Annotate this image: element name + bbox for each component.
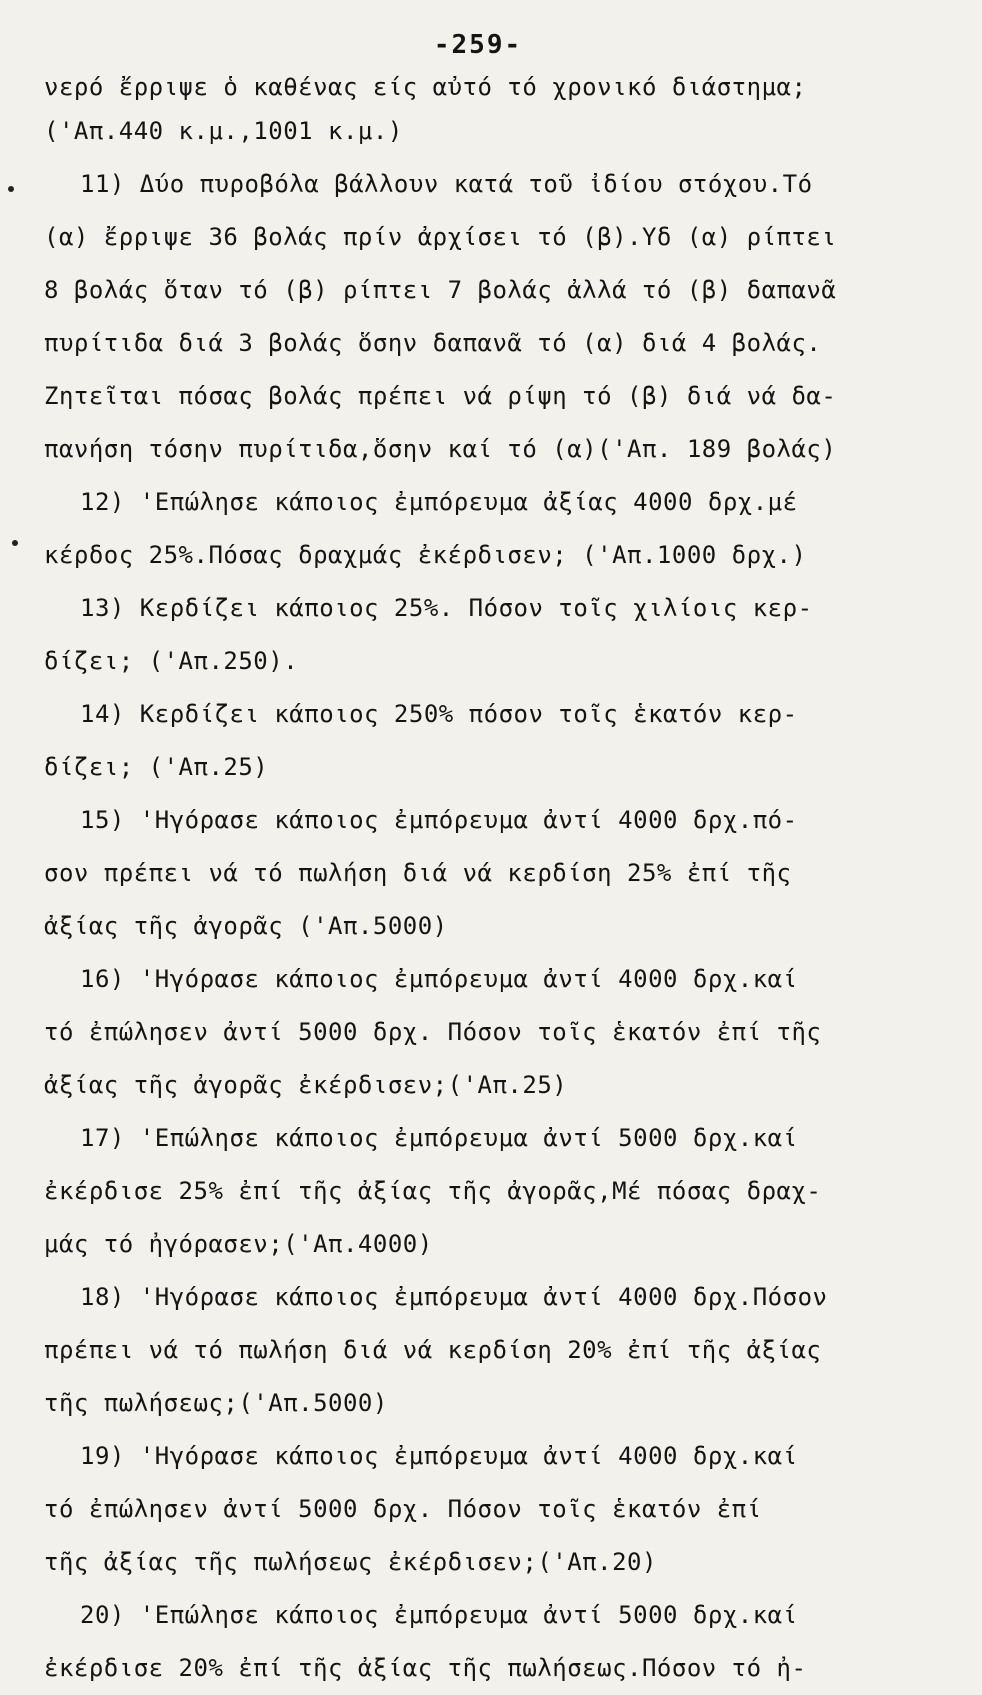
text-line: μάς τό ἠγόρασεν;('Απ.4000) [44, 1230, 433, 1258]
text-line: νερό ἔρριψε ὁ καθένας είς αὐτό τό χρονικό διάστημα; [44, 73, 807, 101]
page-number: -259- [433, 30, 523, 60]
problem-13-line: 13) Κερδίζει κάποιος 25%. Πόσον τοῖς χιλίοις κερ- [80, 594, 813, 622]
problem-17-line: 17) 'Επώλησε κάποιος ἐμπόρευμα ἀντί 5000 δρχ.καί [80, 1124, 798, 1152]
text-line: πρέπει νά τό πωλήση διά νά κερδίση 20% ἐπί τῆς ἀξίας [44, 1336, 822, 1364]
text-line: ἐκέρδισε 20% ἐπί τῆς ἀξίας τῆς πωλήσεως.Πόσον τό ἠ- [44, 1654, 807, 1682]
problem-19-line: 19) 'Ηγόρασε κάποιος ἐμπόρευμα ἀντί 4000 δρχ.καί [80, 1442, 798, 1470]
text-line: πυρίτιδα διά 3 βολάς ὅσην δαπανᾶ τό (α) διά 4 βολάς. [44, 329, 822, 357]
text-line: ἐκέρδισε 25% ἐπί τῆς ἀξίας τῆς ἀγορᾶς,Μέ πόσας δραχ- [44, 1177, 822, 1205]
text-line: δίζει; ('Απ.250). [44, 647, 299, 675]
text-line: πανήση τόσην πυρίτιδα,ὅσην καί τό (α)('Απ. 189 βολάς) [44, 435, 837, 463]
text-line: ἀξίας τῆς ἀγορᾶς ἐκέρδισεν;('Απ.25) [44, 1071, 568, 1099]
text-line: τῆς πωλήσεως;('Απ.5000) [44, 1389, 388, 1417]
text-line: ('Απ.440 κ.μ.,1001 κ.μ.) [44, 117, 403, 145]
text-line: δίζει; ('Απ.25) [44, 753, 269, 781]
problem-16-line: 16) 'Ηγόρασε κάποιος ἐμπόρευμα ἀντί 4000 δρχ.καί [80, 965, 798, 993]
problem-18-line: 18) 'Ηγόρασε κάποιος ἐμπόρευμα ἀντί 4000 δρχ.Πόσον [80, 1283, 828, 1311]
problem-12-line: 12) 'Επώλησε κάποιος ἐμπόρευμα ἀξίας 4000 δρχ.μέ [80, 488, 798, 516]
margin-dot [12, 540, 18, 546]
problem-14-line: 14) Κερδίζει κάποιος 250% πόσον τοῖς ἑκατόν κερ- [80, 700, 798, 728]
text-line: τό ἐπώλησεν ἀντί 5000 δρχ. Πόσον τοῖς ἑκατόν ἐπί [44, 1495, 762, 1523]
text-line: τό ἐπώλησεν ἀντί 5000 δρχ. Πόσον τοῖς ἑκατόν ἐπί τῆς [44, 1018, 822, 1046]
text-line: κέρδος 25%.Πόσας δραχμάς ἐκέρδισεν; ('Απ.1000 δρχ.) [44, 541, 807, 569]
text-line: ἀξίας τῆς ἀγορᾶς ('Απ.5000) [44, 912, 448, 940]
text-line: σον πρέπει νά τό πωλήση διά νά κερδίση 25% ἐπί τῆς [44, 859, 792, 887]
margin-dot [8, 186, 14, 192]
problem-20-line: 20) 'Επώλησε κάποιος ἐμπόρευμα ἀντί 5000 δρχ.καί [80, 1601, 798, 1629]
text-line: τῆς ἀξίας τῆς πωλήσεως ἐκέρδισεν;('Απ.20) [44, 1548, 657, 1576]
text-line: Ζητεῖται πόσας βολάς πρέπει νά ρίψη τό (β) διά νά δα- [44, 382, 837, 410]
problem-15-line: 15) 'Ηγόρασε κάποιος ἐμπόρευμα ἀντί 4000 δρχ.πό- [80, 806, 798, 834]
text-line: (α) ἔρριψε 36 βολάς πρίν ἀρχίσει τό (β).Υδ (α) ρίπτει [44, 223, 837, 251]
text-line: 8 βολάς ὅταν τό (β) ρίπτει 7 βολάς ἀλλά τό (β) δαπανᾶ [44, 276, 837, 304]
problem-11-line: 11) Δύο πυροβόλα βάλλουν κατά τοῦ ἰδίου στόχου.Τό [80, 170, 813, 198]
